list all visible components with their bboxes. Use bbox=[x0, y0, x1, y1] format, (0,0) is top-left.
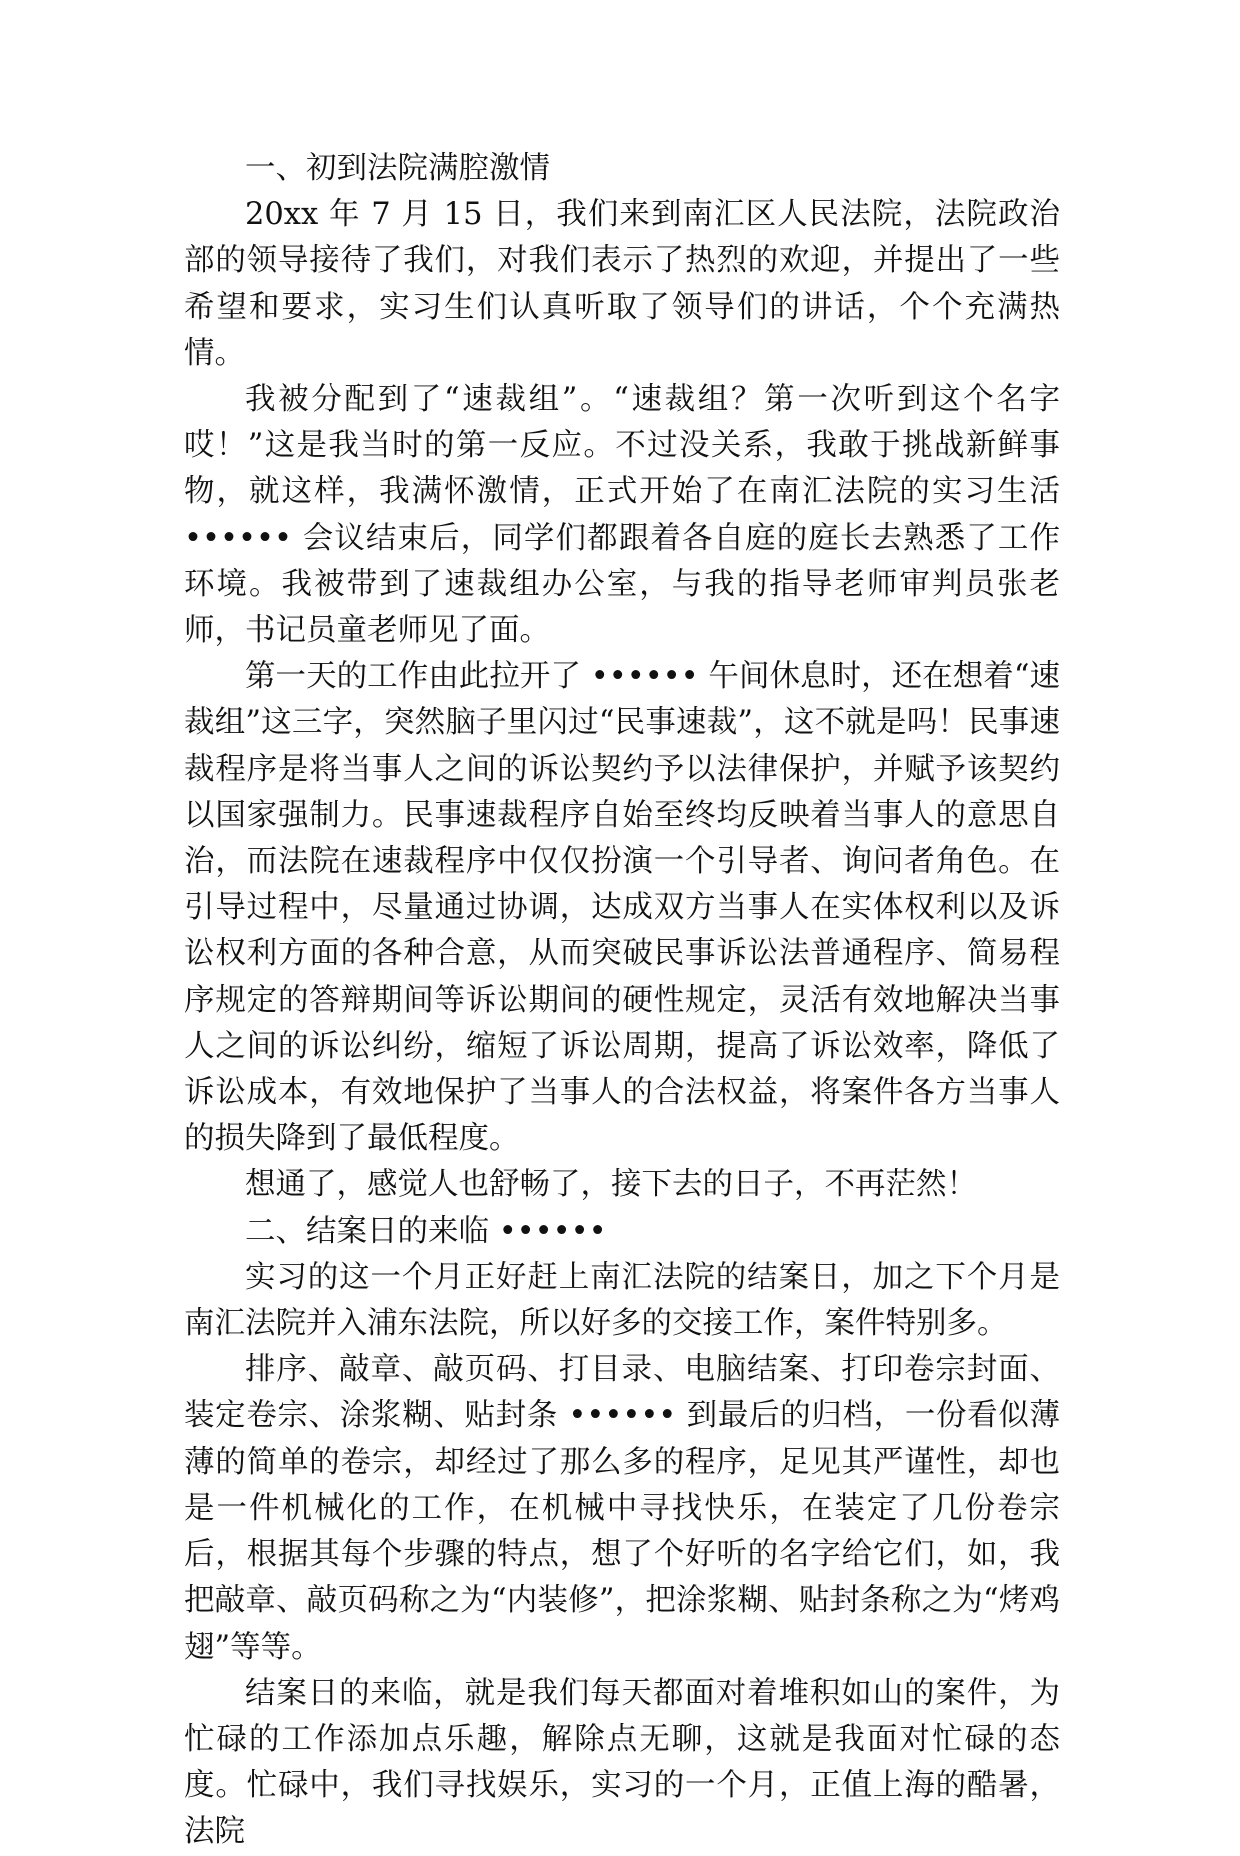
section-heading: 二、结案日的来临 •••••• bbox=[245, 1213, 607, 1249]
body-paragraph: 20xx 年 7 月 15 日，我们来到南汇区人民法院，法院政治部的领导接待了我们，对我们表示了热烈的欢迎，并提出了一些希望和要求，实习生们认真听取了领导们的讲话，个个充满热情。 bbox=[184, 197, 1060, 371]
section-heading: 一、初到法院满腔激情 bbox=[245, 151, 550, 186]
body-paragraph: 实习的这一个月正好赶上南汇法院的结案日，加之下个月是南汇法院并入浦东法院，所以好多的交接工作，案件特别多。 bbox=[184, 1259, 1060, 1342]
document-body bbox=[184, 146, 1060, 1856]
body-paragraph: 排序、敲章、敲页码、打目录、电脑结案、打印卷宗封面、装定卷宗、涂浆糊、贴封条 •••••• 到最后的归档，一份看似薄薄的简单的卷宗，却经过了那么多的程序，足见其严谨性，却也是一件机械化的工作，在机械中寻找快乐，在装定了几份卷宗后，根据其每个步骤的特点，想了个好听的名字给它们，如，我把敲章、敲页码称之为“内装修”，把涂浆糊、贴封条称之为“烤鸡翅”等等。 bbox=[184, 1352, 1060, 1665]
body-paragraph: 我被分配到了“速裁组”。“速裁组？第一次听到这个名字哎！”这是我当时的第一反应。不过没关系，我敢于挑战新鲜事物，就这样，我满怀激情，正式开始了在南汇法院的实习生活 •••••• 会议结束后，同学们都跟着各自庭的庭长去熟悉了工作环境。我被带到了速裁组办公室，与我的指导老师审判员张老师，书记员童老师见了面。 bbox=[184, 382, 1060, 649]
body-paragraph: 结案日的来临，就是我们每天都面对着堆积如山的案件，为忙碌的工作添加点乐趣，解除点无聊，这就是我面对忙碌的态度。忙碌中，我们寻找娱乐，实习的一个月，正值上海的酷暑，法院 bbox=[184, 1675, 1060, 1850]
body-paragraph: 第一天的工作由此拉开了 •••••• 午间休息时，还在想着“速裁组”这三字，突然脑子里闪过“民事速裁”，这不就是吗！民事速裁程序是将当事人之间的诉讼契约予以法律保护，并赋予该契约以国家强制力。民事速裁程序自始至终均反映着当事人的意思自治，而法院在速裁程序中仅仅扮演一个引导者、询问者角色。在引导过程中，尽量通过协调，达成双方当事人在实体权利以及诉讼权利方面的各种合意，从而突破民事诉讼法普通程序、简易程序规定的答辩期间等诉讼期间的硬性规定，灵活有效地解决当事人之间的诉讼纠纷，缩短了诉讼周期，提高了诉讼效率，降低了诉讼成本，有效地保护了当事人的合法权益，将案件各方当事人的损失降到了最低程度。 bbox=[184, 659, 1060, 1157]
body-paragraph: 想通了，感觉人也舒畅了，接下去的日子，不再茫然！ bbox=[245, 1167, 977, 1203]
